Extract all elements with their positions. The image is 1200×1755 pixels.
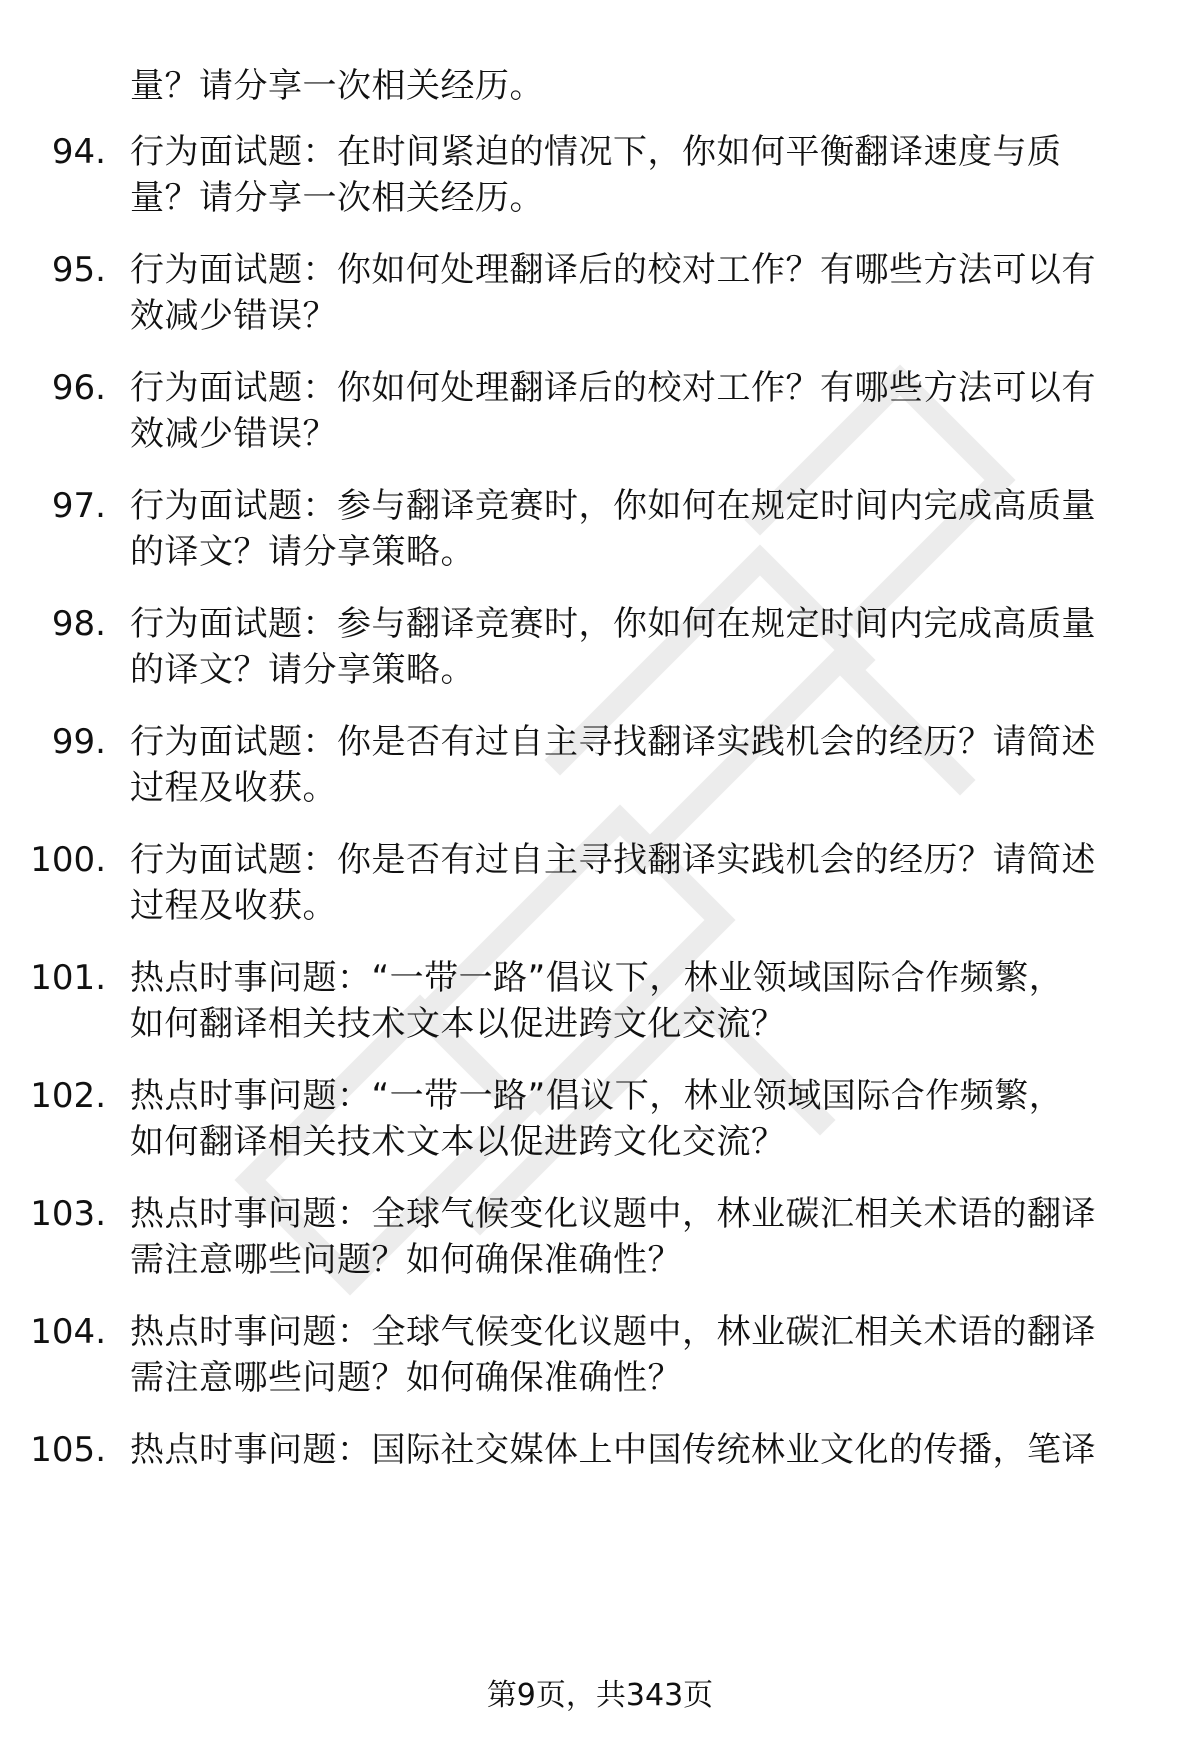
- item-text-line-2: 如何翻译相关技术文本以促进跨文化交流？: [130, 1004, 786, 1044]
- item-text-line-1: 热点时事问题：“一带一路”倡议下，林业领域国际合作频繁，: [130, 958, 1064, 998]
- item-text-line-1: 行为面试题：你是否有过自主寻找翻译实践机会的经历？请简述: [130, 722, 1096, 762]
- item-number: 100.: [30, 840, 106, 880]
- item-number: 104.: [30, 1312, 106, 1352]
- item-number: 105.: [30, 1430, 106, 1470]
- item-text-line-2: 的译文？请分享策略。: [130, 650, 475, 690]
- item-text-line-1: 热点时事问题：全球气候变化议题中，林业碳汇相关术语的翻译: [130, 1312, 1096, 1352]
- item-text-line-1: 热点时事问题：国际社交媒体上中国传统林业文化的传播，笔译: [130, 1430, 1096, 1470]
- item-number: 94.: [51, 132, 106, 172]
- item-text-line-2: 量？请分享一次相关经历。: [130, 178, 544, 218]
- item-number: 95.: [51, 250, 106, 290]
- item-text-line-2: 需注意哪些问题？如何确保准确性？: [130, 1240, 682, 1280]
- item-number: 102.: [30, 1076, 106, 1116]
- item-text-line-1: 行为面试题：你如何处理翻译后的校对工作？有哪些方法可以有: [130, 368, 1096, 408]
- item-number: 101.: [30, 958, 106, 998]
- item-text-line-2: 如何翻译相关技术文本以促进跨文化交流？: [130, 1122, 786, 1162]
- item-text-line-1: 行为面试题：你如何处理翻译后的校对工作？有哪些方法可以有: [130, 250, 1096, 290]
- item-text-line-1: 行为面试题：参与翻译竞赛时，你如何在规定时间内完成高质量: [130, 486, 1096, 526]
- item-number: 103.: [30, 1194, 106, 1234]
- item-number: 97.: [51, 486, 106, 526]
- item-text-line-2: 效减少错误？: [130, 414, 337, 454]
- item-text-line-1: 热点时事问题：“一带一路”倡议下，林业领域国际合作频繁，: [130, 1076, 1064, 1116]
- page-number-footer: 第9页，共343页: [486, 1678, 714, 1713]
- item-text-line-2: 过程及收获。: [130, 768, 337, 808]
- item-text-line-1: 热点时事问题：全球气候变化议题中，林业碳汇相关术语的翻译: [130, 1194, 1096, 1234]
- item-text-line-2: 过程及收获。: [130, 886, 337, 926]
- item-number: 98.: [51, 604, 106, 644]
- item-number: 99.: [51, 722, 106, 762]
- continuation-text: 量？请分享一次相关经历。: [130, 66, 544, 106]
- item-text-line-2: 效减少错误？: [130, 296, 337, 336]
- item-text-line-2: 的译文？请分享策略。: [130, 532, 475, 572]
- item-text-line-1: 行为面试题：在时间紧迫的情况下，你如何平衡翻译速度与质: [130, 132, 1062, 172]
- item-number: 96.: [51, 368, 106, 408]
- item-text-line-1: 行为面试题：你是否有过自主寻找翻译实践机会的经历？请简述: [130, 840, 1096, 880]
- item-text-line-1: 行为面试题：参与翻译竞赛时，你如何在规定时间内完成高质量: [130, 604, 1096, 644]
- item-text-line-2: 需注意哪些问题？如何确保准确性？: [130, 1358, 682, 1398]
